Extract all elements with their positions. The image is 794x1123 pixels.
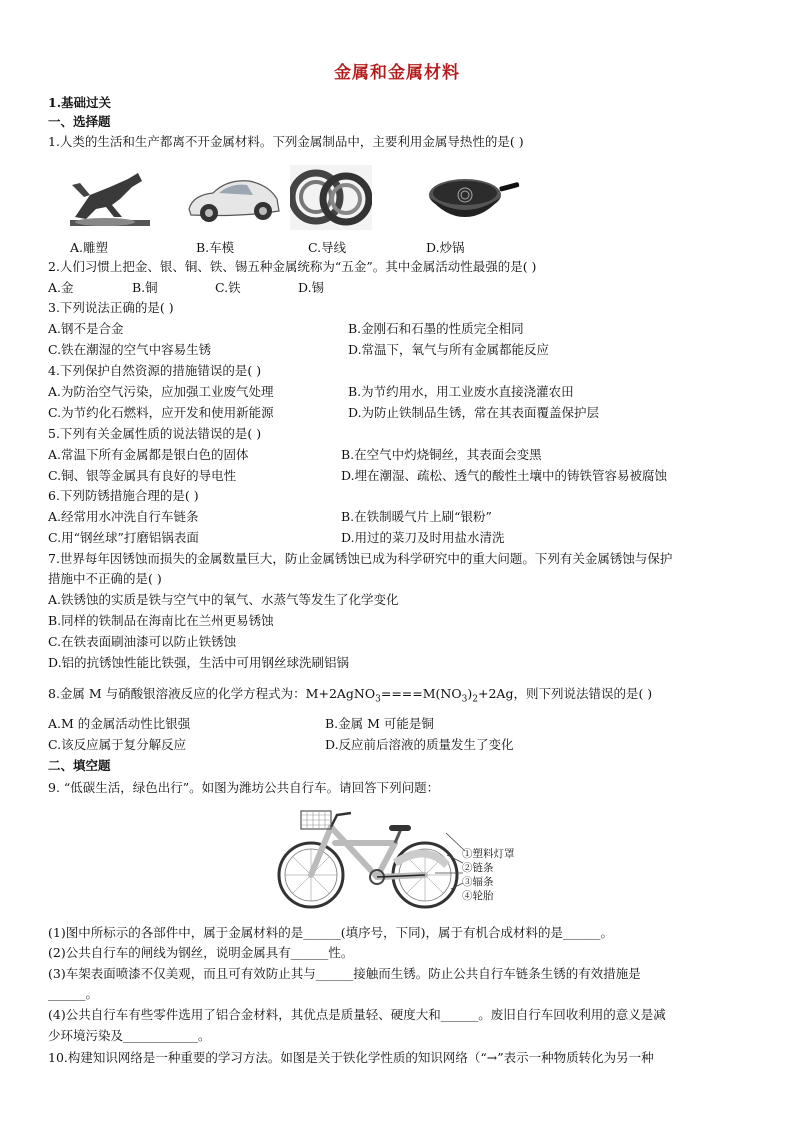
- q1-option-b: B.车模: [196, 240, 235, 255]
- q5-option-a: A.常温下所有金属都是银白色的固体: [48, 447, 249, 462]
- q6-option-a: A.经常用水冲洗自行车链条: [48, 509, 199, 524]
- wok-image: [425, 165, 520, 230]
- q6-option-b: B.在铁制暖气片上刷“银粉”: [341, 509, 492, 524]
- car-model-image: [183, 165, 283, 230]
- q2-option-c: C.铁: [215, 280, 241, 295]
- q3-option-b: B.金刚石和石墨的性质完全相同: [348, 321, 524, 336]
- q2-option-b: B.铜: [132, 280, 158, 295]
- q5-option-b: B.在空气中灼烧铜丝，其表面会变黑: [341, 447, 542, 462]
- q8-stem: 8.金属 M 与硝酸银溶液反应的化学方程式为：$M+2AgNO_3====M(NO_3)_2+2Ag$，则下列说法错误的是( ): [48, 686, 653, 705]
- q8-option-d: D.反应前后溶液的质量发生了变化: [325, 737, 514, 752]
- q3-option-d: D.常温下，氧气与所有金属都能反应: [348, 342, 550, 357]
- q6-option-d: D.用过的菜刀及时用盐水清洗: [341, 530, 505, 545]
- q4-option-c: C.为节约化石燃料，应开发和使用新能源: [48, 405, 274, 420]
- bike-label-3: ③辐条: [462, 876, 494, 888]
- q7-option-c: C.在铁表面刷油漆可以防止铁锈蚀: [48, 634, 237, 649]
- q7-stem-line1: 7.世界每年因锈蚀而损失的金属数量巨大，防止金属锈蚀已成为科学研究中的重大问题。下列有关金属锈蚀与保护: [48, 551, 673, 566]
- q1-stem: 1.人类的生活和生产都离不开金属材料。下列金属制品中，主要利用金属导热性的是( ): [48, 134, 524, 149]
- q7-option-a: A.铁锈蚀的实质是铁与空气中的氧气、水蒸气等发生了化学变化: [48, 592, 399, 607]
- q10-stem: 10.构建知识网络是一种重要的学习方法。如图是关于铁化学性质的知识网络（“→”表示一种物质转化为另一种: [48, 1050, 654, 1065]
- q1-option-d: D.炒锅: [426, 240, 465, 255]
- q5-stem: 5.下列有关金属性质的说法错误的是( ): [48, 426, 262, 441]
- sculpture-image: [50, 165, 160, 230]
- bike-label-4: ④轮胎: [462, 890, 494, 902]
- q9-sub3-line1: (3)车架表面喷漆不仅美观，而且可有效防止其与______接触而生锈。防止公共自行车链条生锈的有效措施是: [48, 966, 641, 981]
- page-title: 金属和金属材料: [334, 63, 460, 83]
- q1-option-c: C.导线: [308, 240, 347, 255]
- wire-coil-image: [290, 165, 372, 230]
- q9-stem: 9. “低碳生活，绿色出行”。如图为潍坊公共自行车。请回答下列问题：: [48, 780, 440, 795]
- q8-option-a: A.M 的金属活动性比银强: [48, 716, 191, 731]
- q2-option-d: D.锡: [298, 280, 325, 295]
- q2-option-a: A.金: [48, 280, 74, 295]
- q7-option-b: B.同样的铁制品在海南比在兰州更易锈蚀: [48, 613, 274, 628]
- bike-label-2: ②链条: [462, 862, 494, 874]
- q9-sub4-line1: (4)公共自行车有些零件选用了铝合金材料，其优点是质量轻、硬度大和______。废旧自行车回收利用的意义是减: [48, 1007, 666, 1022]
- part-heading-choice: 一、选择题: [48, 114, 111, 129]
- q9-sub3-line2: ______。: [48, 986, 99, 1001]
- q7-option-d: D.铝的抗锈蚀性能比铁强，生活中可用钢丝球洗刷铝锅: [48, 655, 350, 670]
- q6-option-c: C.用“钢丝球”打磨铝锅表面: [48, 530, 199, 545]
- bike-label-1: ①塑料灯罩: [462, 848, 515, 860]
- q8-option-b: B.金属 M 可能是铜: [325, 716, 434, 731]
- q5-option-d: D.埋在潮湿、疏松、透气的酸性土壤中的铸铁管容易被腐蚀: [341, 468, 668, 483]
- q9-sub1: (1)图中所标示的各部件中，属于金属材料的是______(填序号，下同)，属于有机合成材料的是______。: [48, 925, 613, 940]
- q1-option-a: A.雕塑: [70, 240, 109, 255]
- q4-stem: 4.下列保护自然资源的措施错误的是( ): [48, 363, 262, 378]
- q6-stem: 6.下列防锈措施合理的是( ): [48, 488, 199, 503]
- part-heading-fill: 二、填空题: [48, 758, 111, 773]
- q4-option-a: A.为防治空气污染，应加强工业废气处理: [48, 384, 274, 399]
- section-heading: 1.基础过关: [48, 95, 112, 110]
- q9-sub4-line2: 少环境污染及____________。: [48, 1028, 211, 1043]
- q4-option-d: D.为防止铁制品生锈，常在其表面覆盖保护层: [348, 405, 600, 420]
- q3-stem: 3.下列说法正确的是( ): [48, 300, 174, 315]
- q7-stem-line2: 措施中不正确的是( ): [48, 571, 162, 586]
- q8-option-c: C.该反应属于复分解反应: [48, 737, 187, 752]
- q4-option-b: B.为节约用水，用工业废水直接浇灌农田: [348, 384, 574, 399]
- q2-stem: 2.人们习惯上把金、银、铜、铁、锡五种金属统称为“五金”。其中金属活动性最强的是( ): [48, 259, 537, 274]
- q9-sub2: (2)公共自行车的闸线为钢丝，说明金属具有______性。: [48, 945, 354, 960]
- q3-option-c: C.铁在潮湿的空气中容易生锈: [48, 342, 212, 357]
- q5-option-c: C.铜、银等金属具有良好的导电性: [48, 468, 237, 483]
- q3-option-a: A.钢不是合金: [48, 321, 124, 336]
